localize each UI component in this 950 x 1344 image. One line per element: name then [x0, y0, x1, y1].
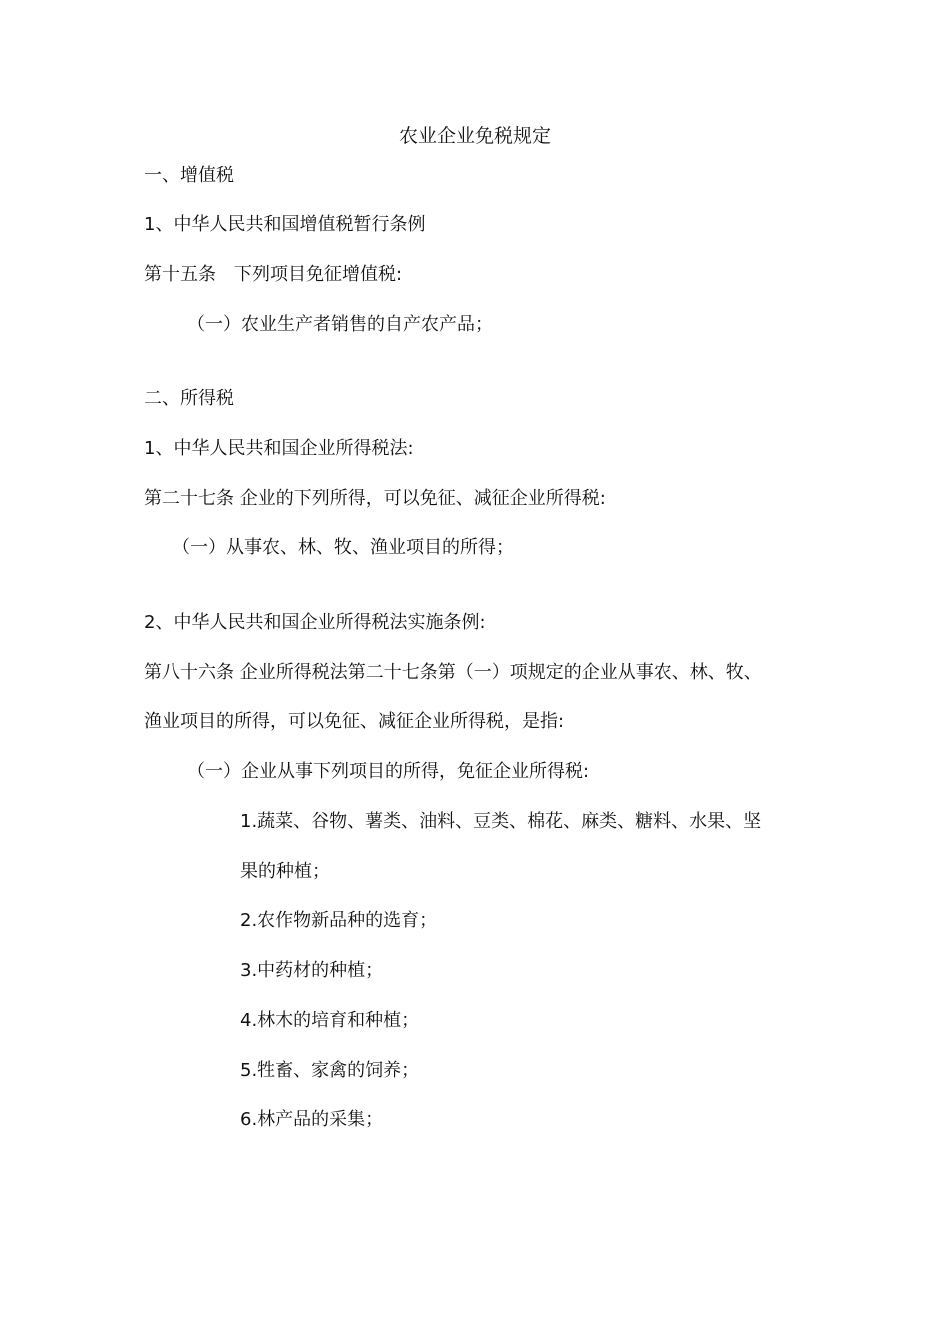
section-heading-vat: 一、增值税	[144, 165, 234, 186]
sub-item-4: 4.林木的培育和种植；	[240, 1010, 420, 1031]
law-title-income-tax-implementation: 2、中华人民共和国企业所得税法实施条例:	[144, 612, 486, 633]
sub-item-6: 6.林产品的采集；	[240, 1109, 384, 1130]
section-heading-income-tax: 二、所得税	[144, 388, 234, 409]
sub-item-1-line-2: 果的种植；	[240, 861, 330, 882]
law-title-vat-regulation: 1、中华人民共和国增值税暂行条例	[144, 214, 426, 235]
article-27: 第二十七条 企业的下列所得，可以免征、减征企业所得税:	[144, 488, 606, 509]
sub-item-2: 2.农作物新品种的选育；	[240, 910, 438, 931]
law-title-income-tax-law: 1、中华人民共和国企业所得税法:	[144, 438, 414, 459]
sub-item-1-line-1: 1.蔬菜、谷物、薯类、油料、豆类、棉花、麻类、糖料、水果、坚	[240, 811, 762, 832]
article-15: 第十五条 下列项目免征增值税:	[144, 264, 403, 285]
article-15-item-1: （一）农业生产者销售的自产农产品；	[187, 314, 493, 335]
sub-item-3: 3.中药材的种植；	[240, 960, 384, 981]
document-title: 农业企业免税规定	[398, 125, 551, 147]
article-27-item-1: （一）从事农、林、牧、渔业项目的所得；	[172, 537, 514, 558]
article-86-item-1: （一）企业从事下列项目的所得，免征企业所得税:	[187, 761, 590, 782]
sub-item-5: 5.牲畜、家禽的饲养；	[240, 1060, 420, 1081]
article-86-line-2: 渔业项目的所得，可以免征、减征企业所得税，是指:	[144, 711, 565, 732]
article-86-line-1: 第八十六条 企业所得税法第二十七条第（一）项规定的企业从事农、林、牧、	[144, 662, 762, 683]
